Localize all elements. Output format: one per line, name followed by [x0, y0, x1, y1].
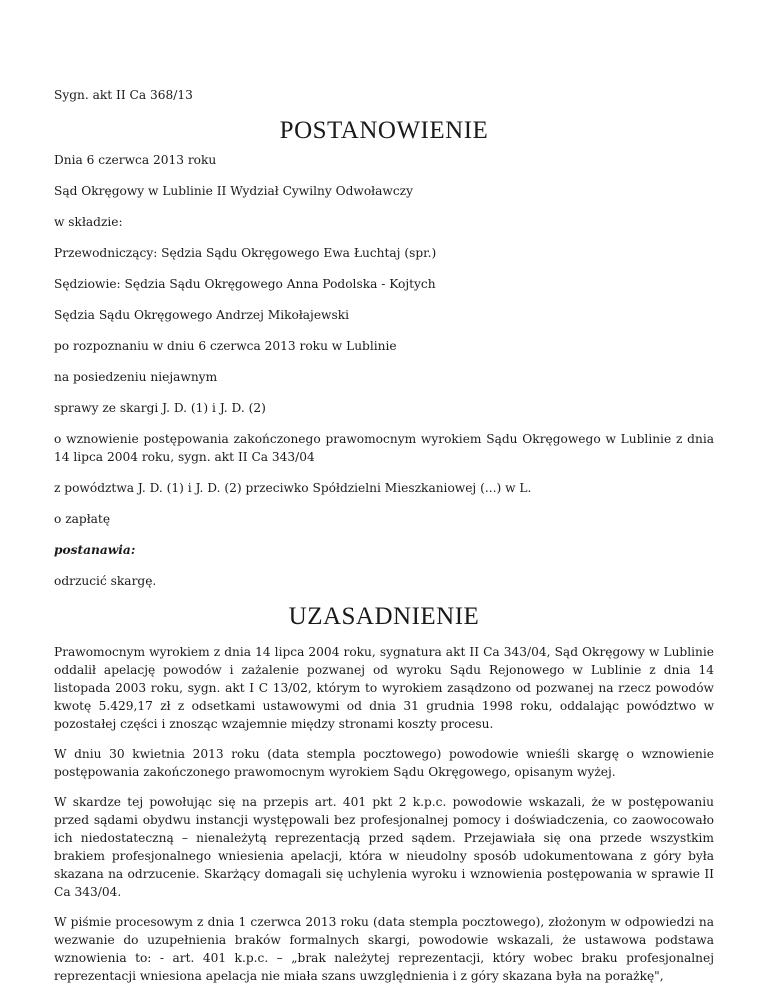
justification-paragraph: W dniu 30 kwietnia 2013 roku (data stempla pocztowego) powodowie wnieśli skargę o wznowienie postępowania zakończonego prawomocnym wyrokiem Sądu Okręgowego, opisanym wyżej. — [54, 747, 714, 779]
decision-text: odrzucić skargę. — [54, 574, 157, 588]
judge-line: Sędzia Sądu Okręgowego Andrzej Mikołajewski — [54, 308, 350, 322]
session-line: na posiedzeniu niejawnym — [54, 370, 218, 384]
case-signature: Sygn. akt II Ca 368/13 — [54, 88, 193, 102]
subject-line: o zapłatę — [54, 512, 111, 526]
document-page — [54, 86, 714, 997]
complaint-line: sprawy ze skargi J. D. (1) i J. D. (2) — [54, 401, 266, 415]
parties-line: z powództwa J. D. (1) i J. D. (2) przeciwko Spółdzielni Mieszkaniowej (...) w L. — [54, 481, 532, 495]
judges-line: Sędziowie: Sędzia Sądu Okręgowego Anna Podolska - Kojtych — [54, 277, 436, 291]
presiding-judge-line: Przewodniczący: Sędzia Sądu Okręgowego Ewa Łuchtaj (spr.) — [54, 246, 437, 260]
justification-paragraph: Prawomocnym wyrokiem z dnia 14 lipca 2004 roku, sygnatura akt II Ca 343/04, Sąd Okręgowy w Lublinie oddalił apelację powodów i zażalenie pozwanej od wyroku Sądu Rejonowego w Lublinie z dnia 14 listopada 2003 roku, sygn. akt I C 13/02, którym to wyrokiem zasądzono od pozwanej na rzecz powodów kwotę 5.429,17 zł z odsetkami ustawowymi od dnia 31 grudnia 1998 roku, oddalając powództwo w pozostałej części i znosząc wzajemnie między stronami koszty procesu. — [54, 645, 714, 731]
decision-heading: postanawia: — [54, 543, 136, 557]
justification-paragraph: W skardze tej powołując się na przepis art. 401 pkt 2 k.p.c. powodowie wskazali, że w postępowaniu przed sądami obydwu instancji występowali bez profesjonalnej pomocy i doświadczenia, co zaowocowało ich niedostateczną – nienależytą reprezentacją przed sądem. Przejawiała się ona przede wszystkim brakiem profesjonalnego wniesienia apelacji, która w nieudolny sposób udokumentowana z góry była skazana na odrzucenie. Skarżący domagali się uchylenia wyroku i wznowienia postępowania w sprawie II Ca 343/04. — [54, 795, 714, 899]
date-line: Dnia 6 czerwca 2013 roku — [54, 153, 217, 167]
composition-label: w składzie: — [54, 215, 123, 229]
document-title: POSTANOWIENIE — [279, 117, 489, 144]
court-line: Sąd Okręgowy w Lublinie II Wydział Cywilny Odwoławczy — [54, 184, 413, 198]
justification-title: UZASADNIENIE — [288, 603, 480, 630]
reopening-line: o wznowienie postępowania zakończonego prawomocnym wyrokiem Sądu Okręgowego w Lublinie z dnia 14 lipca 2004 roku, sygn. akt II Ca 343/04 — [54, 432, 714, 464]
justification-paragraph: W piśmie procesowym z dnia 1 czerwca 2013 roku (data stempla pocztowego), złożonym w odpowiedzi na wezwanie do uzupełnienia braków formalnych skargi, powodowie wskazali, że ustawowa podstawa wznowienia to: - art. 401 k.p.c. – „brak należytej reprezentacji, który wobec braku profesjonalnej reprezentacji wniesiona apelacja nie miała szans uwzględnienia i z góry skazana była na porażkę", — [54, 915, 714, 983]
hearing-line: po rozpoznaniu w dniu 6 czerwca 2013 roku w Lublinie — [54, 339, 397, 353]
